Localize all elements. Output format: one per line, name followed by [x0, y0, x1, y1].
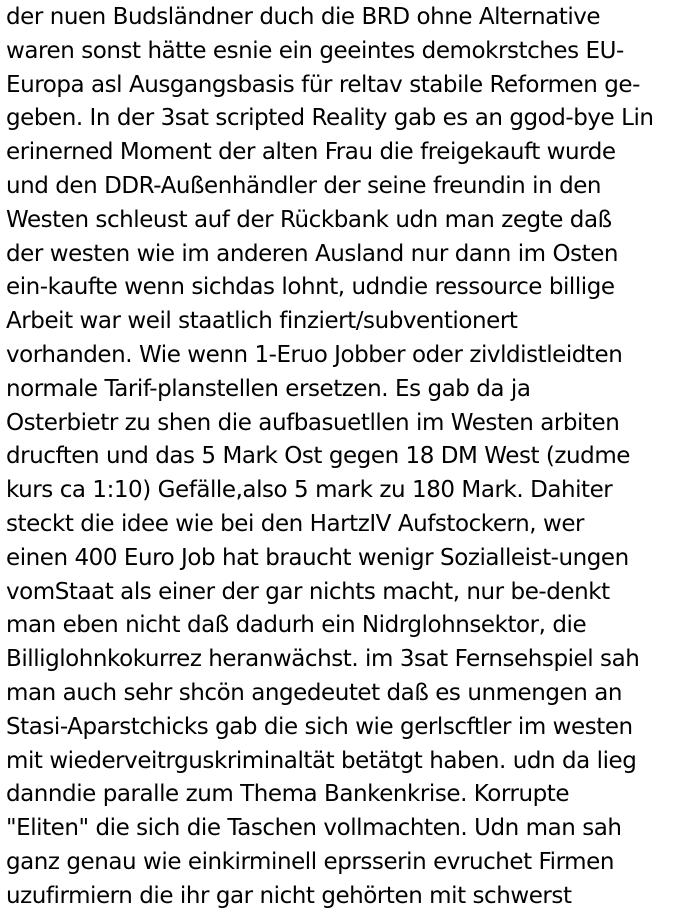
text-line: uzufirmiern die ihr gar nicht gehörten mit schwerst — [6, 882, 572, 909]
text-line: einen 400 Euro Job hat braucht wenigr Sozialleist-ungen — [6, 544, 629, 571]
text-line: drucften und das 5 Mark Ost gegen 18 DM West (zudme — [6, 443, 630, 470]
text-line: vomStaat als einer der gar nichts macht, nur be-denkt — [6, 578, 610, 605]
text-line: ein-kaufte wenn sichdas lohnt, udndie ressource billige — [6, 274, 615, 301]
text-line: und den DDR-Außenhändler der seine freundin in den — [6, 172, 602, 199]
text-line: der nuen Budsländner duch die BRD ohne Alternative — [6, 4, 601, 30]
text-line: kurs ca 1:10) Gefälle,also 5 mark zu 180 Mark. Dahiter — [6, 477, 613, 504]
text-line: mit wiederveitrguskriminaltät betätgt haben. udn da lieg — [6, 747, 637, 774]
text-line: normale Tarif-planstellen ersetzen. Es gab da ja — [6, 375, 531, 402]
text-line: der westen wie im anderen Ausland nur dann im Osten — [6, 240, 619, 267]
text-line: "Eliten" die sich die Taschen vollmachten. Udn man sah — [6, 815, 622, 842]
text-line: Westen schleust auf der Rückbank udn man zegte daß — [6, 206, 612, 233]
text-line: man eben nicht daß dadurh ein Nidrglohnsektor, die — [6, 612, 587, 639]
text-line: Europa asl Ausgangsbasis für reltav stabile Reformen ge- — [6, 71, 640, 98]
text-line: ganz genau wie einkirminell eprsserin evruchet Firmen — [6, 848, 614, 875]
text-line: Billiglohnkokurrez heranwächst. im 3sat Fernsehspiel sah — [6, 646, 640, 673]
text-line: danndie paralle zum Thema Bankenkrise. Korrupte — [6, 781, 570, 808]
text-line: Arbeit war weil staatlich finziert/subventionert — [6, 308, 518, 335]
text-line: geben. In der 3sat scripted Reality gab es an ggod-bye Lin — [6, 105, 654, 132]
text-line: erinerned Moment der alten Frau die freigekauft wurde — [6, 139, 616, 166]
text-line: man auch sehr shcön angedeutet daß es unmengen an — [6, 679, 622, 706]
text-line: waren sonst hätte esnie ein geeintes demokrstches EU- — [6, 37, 624, 64]
text-line: Osterbietr zu shen die aufbasuetllen im Westen arbiten — [6, 409, 620, 436]
text-line: Stasi-Aparstchicks gab die sich wie gerlscftler im westen — [6, 713, 633, 740]
text-line: vorhanden. Wie wenn 1-Eruo Jobber oder zivldistleidten — [6, 341, 623, 368]
body-text — [6, 1, 682, 914]
text-line: steckt die idee wie bei den HartzIV Aufstockern, wer — [6, 510, 585, 537]
